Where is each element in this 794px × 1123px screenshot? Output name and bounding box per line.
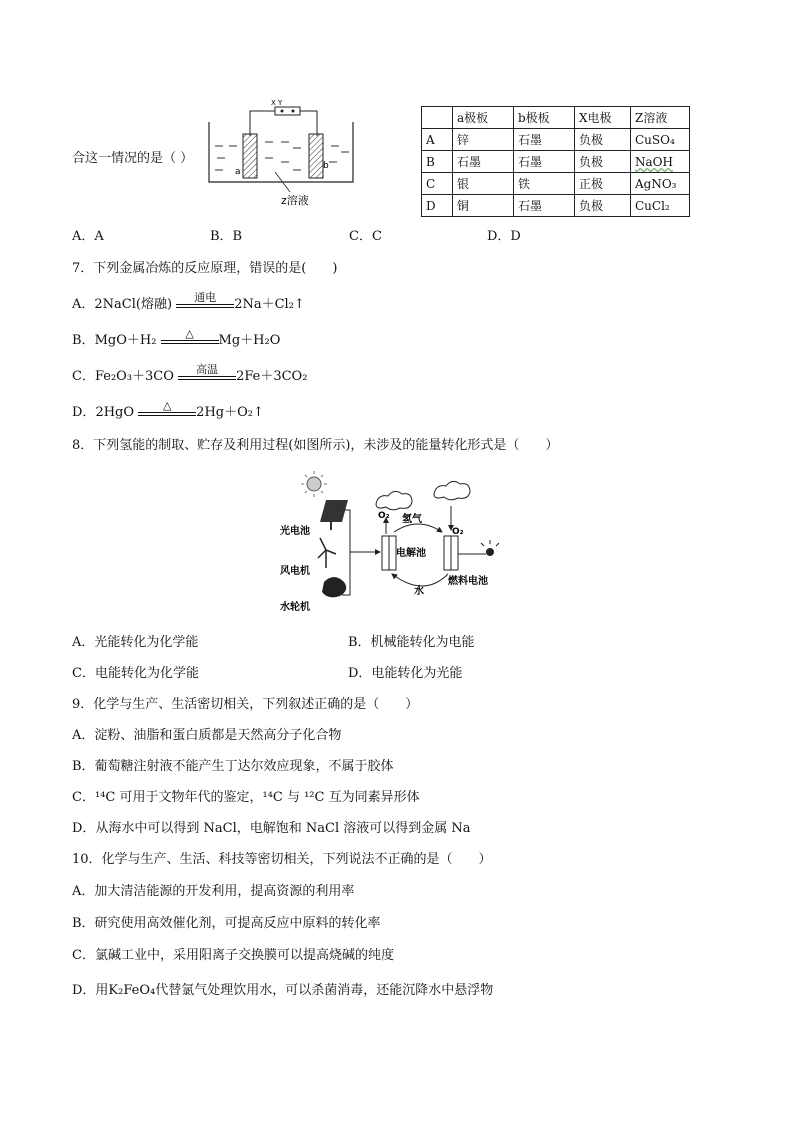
table-cell: AgNO₃ bbox=[631, 173, 690, 195]
q7-option-b[interactable] bbox=[72, 327, 281, 350]
hydrogen-energy-figure bbox=[276, 470, 516, 620]
water-turbine-label: 水轮机 bbox=[280, 602, 310, 613]
equation-right: 2Na＋Cl₂↑ bbox=[234, 297, 305, 312]
solar-cell-label: 光电池 bbox=[280, 526, 310, 537]
q9-stem: 9．化学与生产、生活密切相关，下列叙述正确的是（ ） bbox=[72, 697, 419, 712]
q10-stem: 10．化学与生产、生活、科技等密切相关，下列说法不正确的是（ ） bbox=[72, 852, 492, 867]
sun-icon bbox=[301, 471, 327, 497]
q6-stem-tail: 合这一情况的是（ ） bbox=[72, 151, 194, 166]
table-header-cell: X电极 bbox=[575, 107, 631, 129]
table-cell: 负极 bbox=[575, 129, 631, 151]
q6-options-table bbox=[421, 106, 690, 217]
q8-option-d[interactable]: D．电能转化为光能 bbox=[348, 666, 463, 681]
equation-left: MgO＋H₂ bbox=[94, 333, 157, 348]
table-cell: NaOH bbox=[631, 151, 690, 173]
equation-left: Fe₂O₃＋3CO bbox=[94, 369, 174, 384]
table-header-cell: Z溶液 bbox=[631, 107, 690, 129]
q9-option-d[interactable]: D．从海水中可以得到 NaCl，电解饱和 NaCl 溶液可以得到金属 Na bbox=[72, 821, 471, 836]
equation-left: 2NaCl(熔融) bbox=[94, 297, 173, 312]
q7-stem: 7．下列金属冶炼的反应原理，错误的是( ) bbox=[72, 261, 338, 276]
q6-option-b[interactable]: B．B bbox=[210, 229, 243, 244]
table-header-cell: b极板 bbox=[514, 107, 575, 129]
oxygen-out-label: O₂ bbox=[378, 511, 390, 521]
reaction-condition: 高温 bbox=[196, 363, 219, 376]
q8-option-c[interactable]: C．电能转化为化学能 bbox=[72, 666, 199, 681]
equation-right: 2Hg＋O₂↑ bbox=[196, 405, 264, 420]
table-row bbox=[422, 195, 690, 217]
wind-turbine-icon bbox=[318, 538, 336, 568]
table-header-cell: a极板 bbox=[453, 107, 514, 129]
q9-option-c[interactable]: C．¹⁴C 可用于文物年代的鉴定，¹⁴C 与 ¹²C 互为同素异形体 bbox=[72, 790, 420, 805]
equation-right: Mg＋H₂O bbox=[218, 333, 281, 348]
table-cell: 负极 bbox=[575, 151, 631, 173]
q10-option-c[interactable]: C．氯碱工业中，采用阳离子交换膜可以提高烧碱的纯度 bbox=[72, 948, 394, 963]
q8-stem: 8．下列氢能的制取、贮存及利用过程(如图所示)，未涉及的能量转化形式是（ ） bbox=[72, 438, 559, 453]
q7-option-d[interactable] bbox=[72, 399, 264, 422]
q8-option-a[interactable]: A．光能转化为化学能 bbox=[72, 635, 199, 650]
electrode-a-label: a bbox=[235, 167, 241, 177]
cloud-icon bbox=[376, 491, 412, 509]
table-cell: 铁 bbox=[514, 173, 575, 195]
table-header-cell bbox=[422, 107, 453, 129]
cloud-icon bbox=[434, 481, 470, 499]
table-cell: 铜 bbox=[453, 195, 514, 217]
power-source bbox=[275, 107, 300, 115]
electrode-b-label: b bbox=[323, 161, 329, 171]
table-cell: 银 bbox=[453, 173, 514, 195]
q6-option-a[interactable]: A．A bbox=[72, 229, 104, 244]
hydrogen-label: 氢气 bbox=[402, 514, 422, 525]
table-cell: 正极 bbox=[575, 173, 631, 195]
q10-option-d[interactable]: D．用K₂FeO₄代替氯气处理饮用水，可以杀菌消毒，还能沉降水中悬浮物 bbox=[72, 983, 494, 998]
equation-left: 2HgO bbox=[95, 405, 135, 420]
oxygen-in-label: O₂ bbox=[452, 527, 464, 537]
reaction-condition: △ bbox=[162, 399, 172, 412]
table-cell: 锌 bbox=[453, 129, 514, 151]
table-cell: 石墨 bbox=[514, 195, 575, 217]
table-cell: CuSO₄ bbox=[631, 129, 690, 151]
table-row bbox=[422, 151, 690, 173]
q8-option-b[interactable]: B．机械能转化为电能 bbox=[348, 635, 475, 650]
option-label: A． bbox=[72, 297, 95, 312]
option-label: B． bbox=[72, 333, 95, 348]
water-turbine-icon bbox=[322, 577, 346, 597]
reaction-arrow bbox=[161, 327, 219, 348]
electrolysis-cell-figure bbox=[205, 96, 365, 211]
water-label: 水 bbox=[414, 586, 424, 597]
q9-option-a[interactable]: A．淀粉、油脂和蛋白质都是天然高分子化合物 bbox=[72, 728, 342, 743]
table-cell: 负极 bbox=[575, 195, 631, 217]
reaction-condition: △ bbox=[185, 327, 194, 340]
wind-generator-label: 风电机 bbox=[280, 566, 310, 577]
option-label: D． bbox=[72, 405, 96, 420]
table-cell: 石墨 bbox=[453, 151, 514, 173]
q6-option-d[interactable]: D．D bbox=[487, 229, 521, 244]
electrode-a bbox=[243, 134, 257, 178]
table-cell: 石墨 bbox=[514, 151, 575, 173]
q10-option-a[interactable]: A．加大清洁能源的开发利用，提高资源的利用率 bbox=[72, 884, 355, 899]
table-cell: C bbox=[422, 173, 453, 195]
q10-option-b[interactable]: B．研究使用高效催化剂，可提高反应中原料的转化率 bbox=[72, 916, 381, 931]
solar-panel-icon bbox=[320, 500, 348, 530]
reaction-condition: 通电 bbox=[194, 291, 217, 304]
table-header-row bbox=[422, 107, 690, 129]
table-cell: 石墨 bbox=[514, 129, 575, 151]
reaction-arrow bbox=[178, 363, 236, 384]
equation-right: 2Fe＋3CO₂ bbox=[236, 369, 308, 384]
xy-label: X Y bbox=[271, 99, 283, 107]
table-cell: CuCl₂ bbox=[631, 195, 690, 217]
table-cell: D bbox=[422, 195, 453, 217]
table-cell: A bbox=[422, 129, 453, 151]
q9-option-b[interactable]: B．葡萄糖注射液不能产生丁达尔效应现象，不属于胶体 bbox=[72, 759, 394, 774]
electrode-b bbox=[309, 134, 323, 178]
table-row bbox=[422, 129, 690, 151]
table-cell: B bbox=[422, 151, 453, 173]
q7-option-c[interactable] bbox=[72, 363, 308, 386]
option-label: C． bbox=[72, 369, 95, 384]
q7-option-a[interactable] bbox=[72, 291, 305, 314]
reaction-arrow bbox=[138, 399, 196, 420]
electrolysis-label: 电解池 bbox=[396, 548, 426, 559]
table-row bbox=[422, 173, 690, 195]
reaction-arrow bbox=[176, 291, 234, 312]
solution-label: z溶液 bbox=[281, 194, 309, 207]
q6-option-c[interactable]: C．C bbox=[349, 229, 382, 244]
fuel-cell-label: 燃料电池 bbox=[448, 576, 488, 587]
